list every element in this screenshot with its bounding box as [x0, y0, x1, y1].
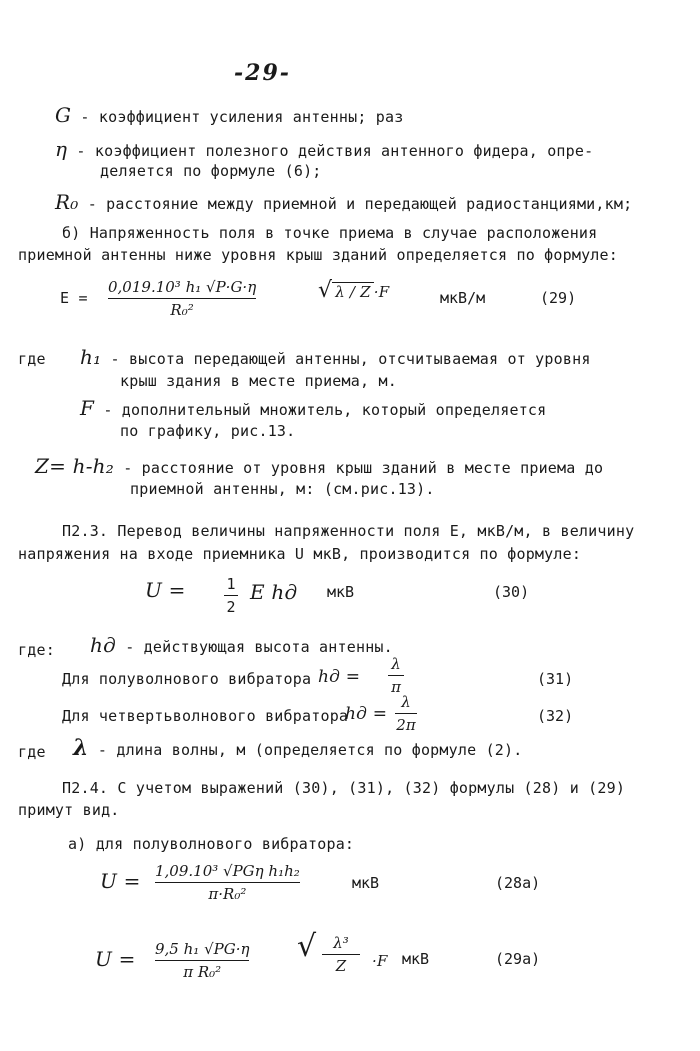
eq30-fraction-bar: [224, 595, 238, 596]
def-g-text: - коэффициент усиления антенны; раз: [80, 108, 404, 126]
symbol-hd: hд: [90, 633, 116, 657]
where-1-label: где: [18, 350, 46, 368]
eq29a-root-fraction: [322, 934, 360, 975]
quarter-wave-label: Для четвертьволнового вибратора: [62, 707, 349, 725]
eq29a-tail: ·F: [372, 952, 388, 970]
eq30-fraction: [224, 575, 238, 616]
eq30-num: 1: [226, 575, 236, 593]
def-z-text-1: - расстояние от уровня крыш зданий в месте приема до: [123, 459, 604, 477]
eq29-denominator: R₀²: [170, 301, 194, 319]
quarter-wave-den: 2π: [396, 716, 416, 734]
def-f-text-2: по графику, рис.13.: [120, 422, 296, 440]
half-wave-den: π: [391, 678, 401, 696]
eq30-rhs: [250, 580, 298, 604]
eq29a-root: [297, 929, 317, 964]
eq29a-fraction-bar: [155, 960, 249, 961]
symbol-h1: h₁: [80, 345, 102, 369]
symbol-eta: η: [55, 137, 68, 161]
def-h1: [80, 345, 591, 369]
quarter-wave-formula: [345, 705, 387, 723]
eq30-lhs-text: U =: [145, 578, 186, 602]
radical-sign: √: [318, 278, 333, 303]
eq28a-lhs-text: U =: [100, 869, 141, 893]
symbol-f: F: [80, 396, 95, 420]
p23-line-2: напряжения на входе приемника U мкВ, производится по формуле:: [18, 545, 582, 563]
half-wave-num: λ: [391, 655, 401, 673]
eq30-lhs: [145, 578, 186, 602]
eq29a-root-num: λ³: [333, 934, 349, 952]
eq29a-root-den: Z: [335, 957, 347, 975]
eq29a-unit: мкВ: [402, 950, 430, 968]
half-wave-formula-lhs: hд =: [318, 667, 361, 687]
eq29a-numerator: 9,5 h₁ √PG·η: [155, 940, 250, 958]
def-z: [35, 454, 604, 478]
def-lambda: [73, 735, 523, 761]
eq28a-lhs: [100, 869, 141, 893]
half-wave-number: (31): [537, 670, 574, 688]
eq28a-denominator: π·R₀²: [208, 885, 247, 903]
half-wave-label: Для полуволнового вибратора: [62, 670, 312, 688]
eq29-fraction: [108, 278, 256, 319]
def-eta-text-1: - коэффициент полезного действия антенного фидера, опре-: [76, 142, 594, 160]
def-r0: [55, 190, 633, 214]
quarter-wave-number: (32): [537, 707, 574, 725]
eq29-tail: ·F: [373, 283, 390, 301]
quarter-wave-bar: [395, 713, 417, 714]
eq29a-denominator: π R₀²: [183, 963, 222, 981]
def-h1-text-2: крыш здания в месте приема, м.: [120, 372, 397, 390]
symbol-lambda: λ: [73, 735, 89, 761]
radical-sign-29a: √: [297, 929, 317, 964]
def-hd-text: - действующая высота антенны.: [125, 638, 393, 656]
para-b-line-2: приемной антенны ниже уровня крыш зданий определяется по формуле:: [18, 246, 618, 264]
eq28a-unit: мкВ: [352, 874, 380, 892]
symbol-z: Z= h-h₂: [35, 454, 114, 478]
para-b-line-1: б) Напряженность поля в точке приема в случае расположения: [62, 224, 598, 242]
eq30-rhs-text: E hд: [250, 580, 298, 604]
p24-line-1: П2.4. С учетом выражений (30), (31), (32) формулы (28) и (29): [62, 779, 626, 797]
eq29-lhs: E =: [60, 289, 88, 307]
def-f-text-1: - дополнительный множитель, который определяется: [103, 401, 547, 419]
eq29a-number: (29а): [495, 950, 541, 968]
quarter-wave-num: λ: [401, 693, 411, 711]
quarter-wave-formula-lhs: hд =: [345, 704, 388, 724]
def-r0-text: - расстояние между приемной и передающей радиостанциями,км;: [87, 195, 633, 213]
eq30-unit: мкВ: [327, 583, 355, 601]
eq29a-fraction: [155, 940, 249, 981]
eq29-root-content: λ / Z: [332, 282, 374, 301]
eq29a-lhs: [95, 947, 136, 971]
p24-line-2: примут вид.: [18, 801, 120, 819]
eq29a-root-bar: [322, 954, 360, 955]
eq29-number: (29): [540, 289, 577, 307]
def-g: [55, 103, 404, 127]
def-lambda-text: - длина волны, м (определяется по формуле (2).: [97, 741, 523, 759]
eq28a-fraction: [155, 862, 300, 903]
eq29-fraction-bar: [108, 298, 256, 299]
half-wave-fraction: [388, 655, 404, 696]
half-wave-formula: [318, 668, 360, 686]
where-3-label: где: [18, 743, 46, 761]
symbol-g: G: [55, 103, 72, 127]
eq28a-fraction-bar: [155, 882, 300, 883]
eq29-unit: мкВ/м: [440, 289, 486, 307]
eq29-numerator: 0,019.10³ h₁ √P·G·η: [108, 278, 257, 296]
eq30-den: 2: [226, 598, 236, 616]
where-2-label: где:: [18, 641, 55, 659]
def-z-text-2: приемной антенны, м: (см.рис.13).: [130, 480, 435, 498]
def-eta: [55, 137, 594, 161]
def-f: [80, 396, 547, 420]
eq30-number: (30): [493, 583, 530, 601]
p23-line-1: П2.3. Перевод величины напряженности поля E, мкВ/м, в величину: [62, 522, 635, 540]
symbol-r0: R₀: [55, 190, 79, 214]
p24-sub-a: а) для полуволнового вибратора:: [68, 835, 355, 853]
eq28a-numerator: 1,09.10³ √PGη h₁h₂: [155, 862, 300, 880]
def-eta-text-2: деляется по формуле (6);: [100, 162, 322, 180]
def-hd: [90, 633, 393, 657]
eq29a-lhs-text: U =: [95, 947, 136, 971]
eq28a-number: (28а): [495, 874, 541, 892]
half-wave-bar: [388, 675, 404, 676]
eq29-root: [318, 278, 390, 303]
def-h1-text-1: - высота передающей антенны, отсчитываемая от уровня: [110, 350, 591, 368]
page-number: -29-: [234, 60, 291, 86]
quarter-wave-fraction: [395, 693, 417, 734]
